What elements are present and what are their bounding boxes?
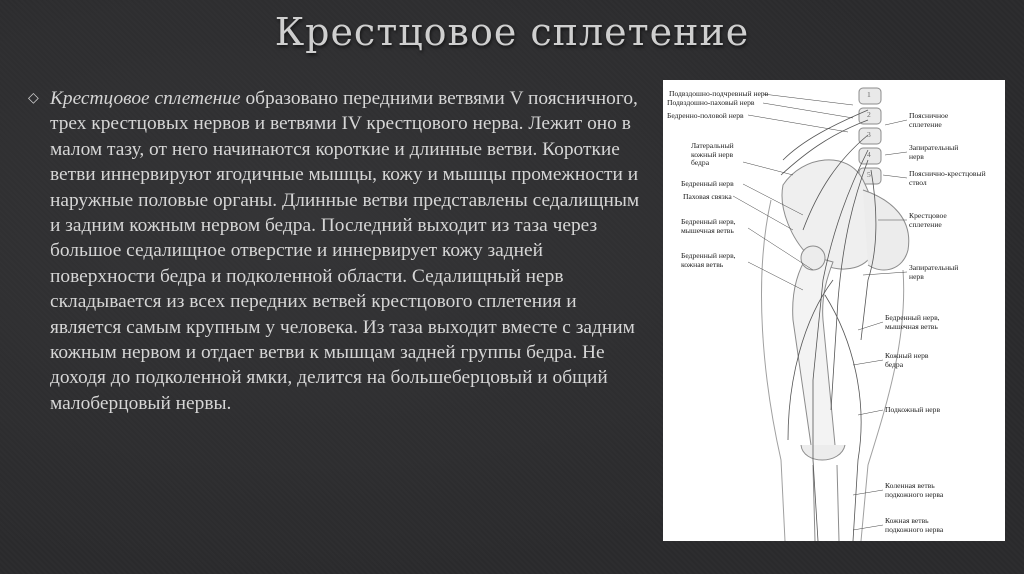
figure-label: Бедренно-половой нерв: [667, 111, 744, 120]
figure-label: Кожная ветвь подкожного нерва: [885, 516, 944, 534]
figure-label: Бедренный нерв, кожная ветвь: [681, 251, 736, 269]
figure-label: Подвздошно-паховый нерв: [667, 98, 755, 107]
figure-label: Коленная ветвь подкожного нерва: [885, 481, 944, 499]
figure-label: Поясничное сплетение: [909, 111, 949, 129]
slide-title: Крестцовое сплетение: [274, 10, 750, 54]
term-highlight: Крестцовое сплетение: [50, 88, 241, 109]
bullet-diamond-icon: ◇: [28, 91, 39, 106]
vertebra-number: 3: [867, 130, 871, 139]
figure-label: Бедренный нерв, мышечная ветвь: [681, 217, 736, 235]
figure-label: Подкожный нерв: [885, 405, 941, 414]
figure-label: Латеральный кожный нерв бедра: [691, 141, 734, 168]
vertebra-number: 5: [867, 170, 871, 179]
figure-label: Бедренный нерв, мышечная ветвь: [885, 313, 940, 331]
figure-label: Подвздошно-подчревный нерв: [669, 89, 769, 98]
figure-label: Бедренный нерв: [681, 179, 734, 188]
vertebra-number: 1: [867, 90, 871, 99]
paragraph-text: образовано передними ветвями V поясничного, трех крестцовых нервов и ветвями IV крестцового нерва. Лежит оно в малом тазу, от него начинаются короткие и длинные ветви. Короткие ветви иннервируют ягодичные мышцы, кожу и мышцы промежности и наружные половые органы. Длинные ветви представлены седалищным и задним кожным нервом бедра. Последний выходит из таза через большое седалищное отверстие и иннервирует кожу задней поверхности бедра и подколенной области. Седалищный нерв складывается из всех передних ветвей крестцового сплетения и является самым крупным у человека. Из таза выходит вместе с задним кожным нервом и отдает ветви к мышцам задней группы бедра. Не доходя до подколенной ямки, делится на большеберцовый и общий малоберцовый нервы.: [50, 88, 640, 414]
vertebra-number: 4: [867, 150, 871, 159]
anatomy-figure: [663, 80, 1005, 541]
figure-label: Пояснично-крестцовый ствол: [909, 169, 986, 187]
body-text: [28, 86, 640, 416]
paragraph: [50, 86, 640, 416]
figure-label: Запирательный нерв: [909, 263, 959, 281]
figure-label: Кожный нерв бедра: [885, 351, 929, 369]
figure-label: Паховая связка: [683, 192, 732, 201]
vertebra-number: 2: [867, 110, 871, 119]
figure-label: Запирательный нерв: [909, 143, 959, 161]
figure-label: Крестцовое сплетение: [909, 211, 947, 229]
